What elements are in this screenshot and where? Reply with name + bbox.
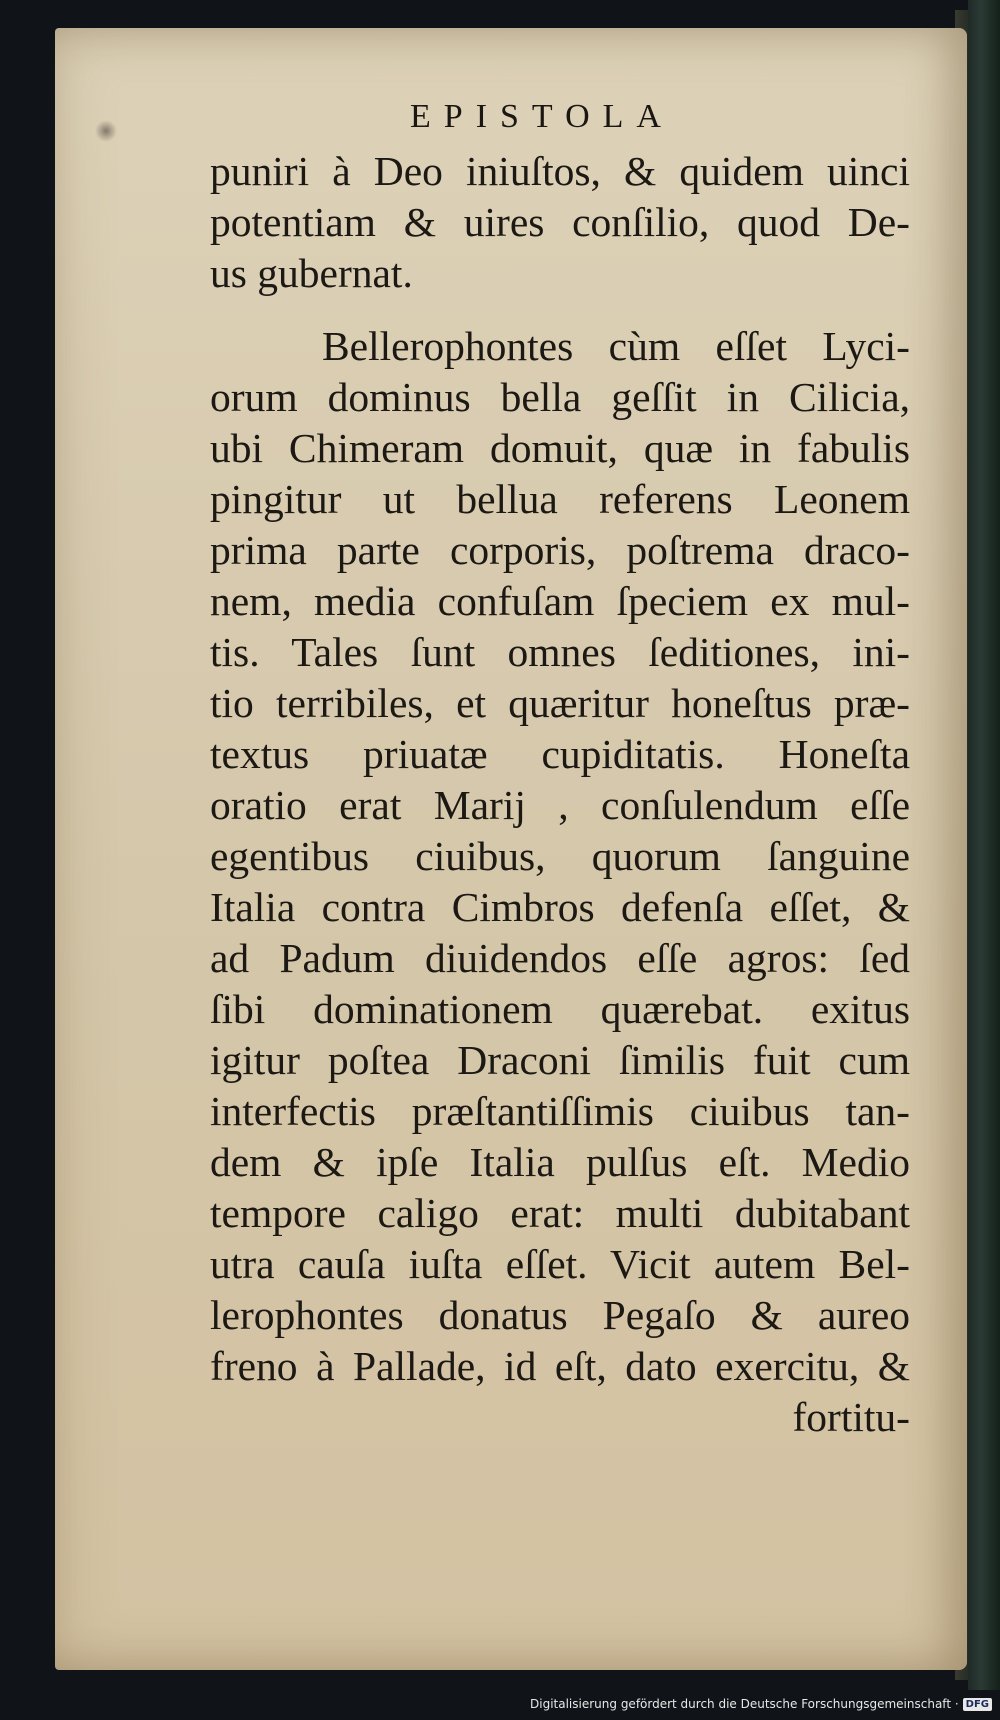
text-line: freno à Pallade, id eſt, dato exercitu, & — [210, 1343, 910, 1389]
book-binding — [968, 0, 1000, 1690]
text-line: potentiam & uires conſilio, quod De- — [210, 199, 910, 245]
text-line: Bellerophontes cùm eſſet Lyci- — [322, 323, 910, 369]
text-line: pingitur ut bellua referens Leonem — [210, 476, 910, 522]
text-line: igitur poſtea Draconi ſimilis fuit cum — [210, 1037, 910, 1083]
text-line: nem, media confuſam ſpeciem ex mul- — [210, 578, 910, 624]
text-line: puniri à Deo iniuſtos, & quidem uinci — [210, 148, 910, 194]
running-header: EPISTOLA — [410, 98, 674, 135]
text-line: tempore caligo erat: multi dubitabant — [210, 1190, 910, 1236]
digitization-footer — [530, 1697, 992, 1711]
text-line: tis. Tales ſunt omnes ſeditiones, ini- — [210, 629, 910, 675]
text-line: interfectis præſtantiſſimis ciuibus tan- — [210, 1088, 910, 1134]
text-line: tio terribiles, et quæritur honeſtus præ- — [210, 680, 910, 726]
text-line: dem & ipſe Italia pulſus eſt. Medio — [210, 1139, 910, 1185]
book-page — [55, 28, 967, 1670]
footer-credit: Digitalisierung gefördert durch die Deutsche Forschungsgemeinschaft · — [530, 1697, 959, 1711]
text-line: ubi Chimeram domuit, quæ in fabulis — [210, 425, 910, 471]
text-line: lerophontes donatus Pegaſo & aureo — [210, 1292, 910, 1338]
catchword: fortitu- — [792, 1394, 910, 1440]
body-text — [210, 146, 910, 1443]
text-line: egentibus ciuibus, quorum ſanguine — [210, 833, 910, 879]
text-line: prima parte corporis, poſtrema draco- — [210, 527, 910, 573]
text-line: ad Padum diuidendos eſſe agros: ſed — [210, 935, 910, 981]
text-line: textus priuatæ cupiditatis. Honeſta — [210, 731, 910, 777]
text-line: us gubernat. — [210, 250, 413, 296]
text-line: ſibi dominationem quærebat. exitus — [210, 986, 910, 1032]
paragraph-gap — [210, 299, 910, 321]
dfg-logo-icon: DFG — [963, 1698, 992, 1711]
text-line: Italia contra Cimbros defenſa eſſet, & — [210, 884, 910, 930]
text-line: oratio erat Marij , conſulendum eſſe — [210, 782, 910, 828]
text-line: utra cauſa iuſta eſſet. Vicit autem Bel- — [210, 1241, 910, 1287]
text-line: orum dominus bella geſſit in Cilicia, — [210, 374, 910, 420]
